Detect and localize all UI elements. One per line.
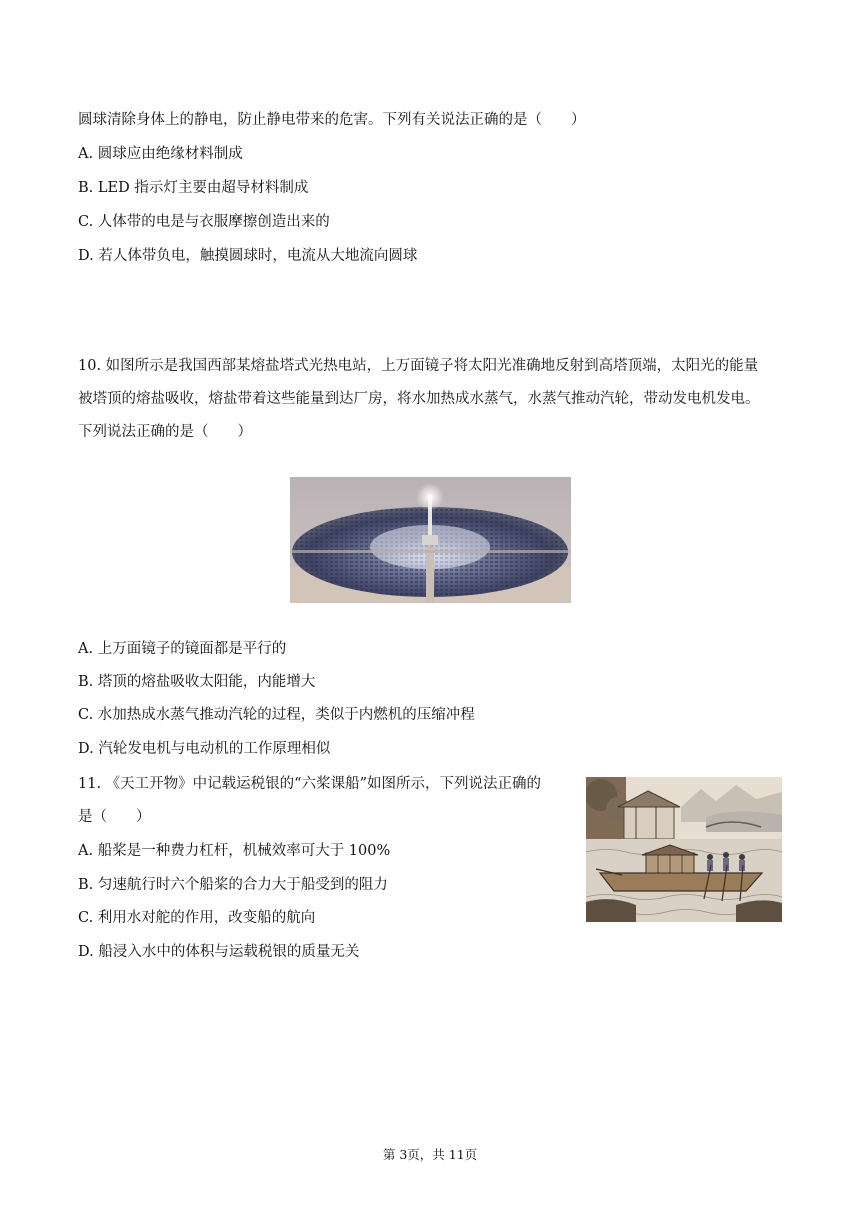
q9-option-c: C. 人体带的电是与衣服摩擦创造出来的: [78, 214, 330, 230]
solar-power-station-photo: [290, 477, 571, 603]
q10-stem-line-1: 10. 如图所示是我国西部某熔盐塔式光热电站，上万面镜子将太阳光准确地反射到高塔顶端，太阳光的能量: [78, 358, 759, 374]
q9-option-a: A. 圆球应由绝缘材料制成: [78, 146, 243, 162]
q10-option-d: D. 汽轮发电机与电动机的工作原理相似: [78, 741, 331, 757]
q10-option-c: C. 水加热成水蒸气推动汽轮的过程，类似于内燃机的压缩冲程: [78, 707, 475, 723]
q11-option-c: C. 利用水对舵的作用，改变船的航向: [78, 910, 316, 926]
q11-option-d: D. 船浸入水中的体积与运载税银的质量无关: [78, 944, 360, 960]
six-oar-boat-illustration: [586, 777, 782, 922]
q11-option-b: B. 匀速航行时六个船桨的合力大于船受到的阻力: [78, 877, 388, 893]
q11-option-a: A. 船桨是一种费力杠杆，机械效率可大于 100%: [78, 843, 391, 859]
q11-stem-line-2: 是（ ）: [78, 809, 151, 825]
q9-option-b: B. LED 指示灯主要由超导材料制成: [78, 180, 309, 196]
q9-stem-tail: 圆球清除身体上的静电，防止静电带来的危害。下列有关说法正确的是（ ）: [78, 112, 586, 128]
q11-stem-line-1: 11. 《天工开物》中记载运税银的“六桨课船”如图所示，下列说法正确的: [78, 776, 541, 792]
q9-option-d: D. 若人体带负电，触摸圆球时，电流从大地流向圆球: [78, 248, 418, 264]
page-footer: 第 3页，共 11页: [382, 1147, 478, 1162]
q10-option-b: B. 塔顶的熔盐吸收太阳能，内能增大: [78, 674, 316, 690]
q10-stem-line-2: 被塔顶的熔盐吸收，熔盐带着这些能量到达厂房，将水加热成水蒸气，水蒸气推动汽轮，带动发电机发电。: [78, 391, 760, 407]
q10-option-a: A. 上万面镜子的镜面都是平行的: [78, 641, 287, 657]
q10-stem-line-3: 下列说法正确的是（ ）: [78, 424, 252, 440]
